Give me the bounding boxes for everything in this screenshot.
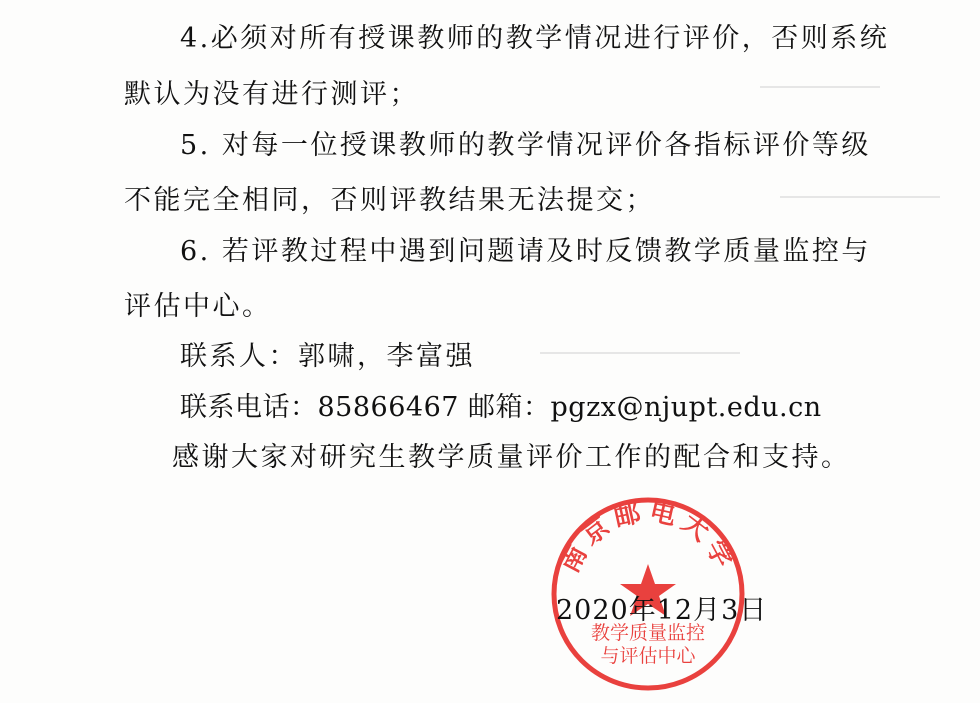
item-6-line-1: 6. 若评教过程中遇到问题请及时反馈教学质量监控与 bbox=[180, 236, 871, 267]
seal-bottom-line-2: 与评估中心 bbox=[600, 645, 696, 667]
item-4-line-1: 4.必须对所有授课教师的教学情况进行评价，否则系统 bbox=[180, 23, 890, 54]
item-6-line-2: 评估中心。 bbox=[124, 291, 272, 322]
thanks-line: 感谢大家对研究生教学质量评价工作的配合和支持。 bbox=[172, 442, 851, 473]
bleed-through-mark bbox=[780, 196, 940, 198]
contact-phone-email: 联系电话：85866467 邮箱：pgzx@njupt.edu.cn bbox=[180, 392, 822, 423]
document-date: 2020年12月3日 bbox=[556, 595, 768, 626]
item-5-line-1: 5. 对每一位授课教师的教学情况评价各指标评价等级 bbox=[180, 130, 871, 161]
seal-top-text: 南京邮电大学 bbox=[554, 496, 742, 578]
contact-people: 联系人：郭啸，李富强 bbox=[180, 341, 475, 372]
bleed-through-mark bbox=[540, 352, 740, 354]
seal-bottom-line-1: 教学质量监控 bbox=[590, 622, 706, 644]
item-4-line-2: 默认为没有进行测评； bbox=[124, 79, 419, 110]
bleed-through-mark bbox=[760, 86, 880, 88]
item-5-line-2: 不能完全相同，否则评教结果无法提交； bbox=[124, 185, 655, 216]
